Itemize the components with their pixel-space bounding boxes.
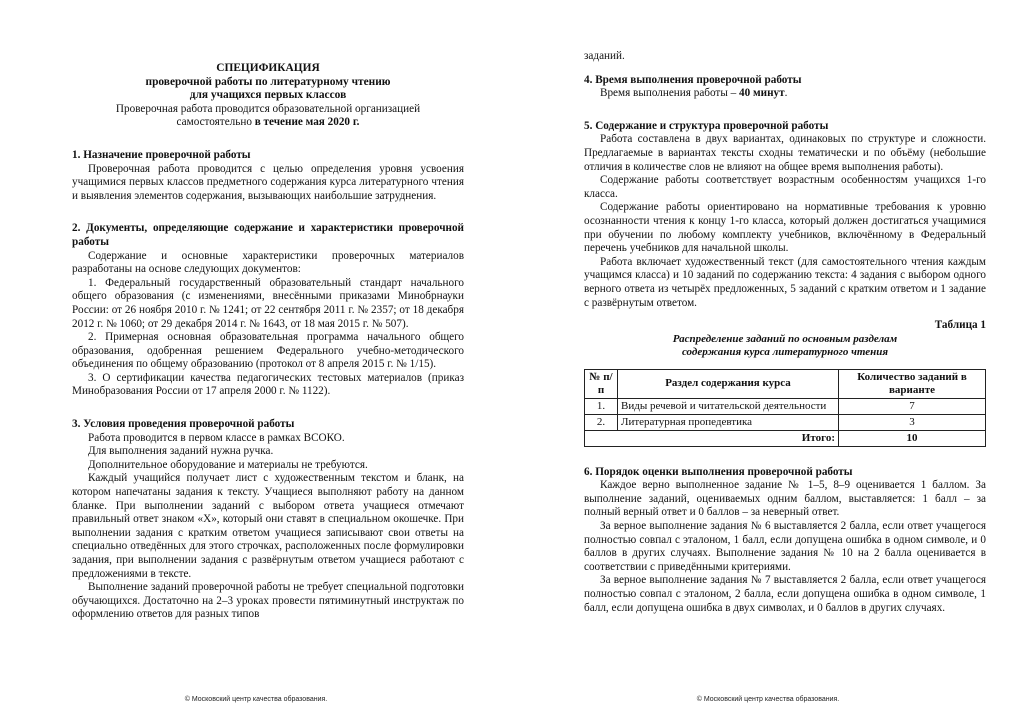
table-cell: 1. bbox=[585, 398, 618, 414]
section-2-para-1: Содержание и основные характеристики проверочных материалов разработаны на основе следующих документов: bbox=[72, 249, 464, 276]
table-header-count: Количество заданий в варианте bbox=[839, 369, 986, 398]
section-5-para-3: Содержание работы ориентировано на нормативные требования к уровню осознанности чтения к концу 1-го класса, который должен достигаться учащимися при обучении по любому комплекту учебников, включённому в Федеральный перечень учебников для начальной школы. bbox=[584, 201, 986, 255]
section-6-para-3: За верное выполнение задания № 7 выставляется 2 балла, если ответ учащегося полностью совпал с эталоном, 2 балла, если допущена ошибка в одном символе, 1 балл, если допущена ошибка в двух символах, и 0 баллов в других случаях. bbox=[584, 574, 986, 614]
section-6-para-2: За верное выполнение задания № 6 выставляется 2 балла, если ответ учащегося полностью совпал с эталоном, 1 балл, если допущена ошибка в одном символе, и 0 баллов в других случаях. Выполнение задания № 10 на 2 балла оценивается в соответствии с приведёнными критериями. bbox=[584, 520, 986, 573]
section-2-heading: 2. Документы, определяющие содержание и характеристики проверочной работы bbox=[72, 222, 464, 248]
spec-title: СПЕЦИФИКАЦИЯ bbox=[216, 62, 320, 74]
section-3-para-2: Для выполнения заданий нужна ручка. bbox=[88, 445, 274, 458]
section-6-para-1: Каждое верно выполненное задание № 1–5, 8–9 оценивается 1 баллом. За выполнение заданий, оцениваемых одним баллом, выставляется: 1 балл – за полный верный ответ и 0 баллов – за неверный ответ. bbox=[584, 479, 986, 519]
distribution-table bbox=[584, 369, 986, 447]
table-cell: 2. bbox=[585, 414, 618, 430]
table-header-num: № п/п bbox=[585, 369, 618, 398]
table-cell: 3 bbox=[839, 414, 986, 430]
section-5-heading: 5. Содержание и структура проверочной работы bbox=[584, 119, 829, 132]
section-4-heading: 4. Время выполнения проверочной работы bbox=[584, 73, 802, 86]
intro-line-2: самостоятельно в течение мая 2020 г. bbox=[176, 116, 360, 129]
table-total-value: 10 bbox=[839, 430, 986, 446]
section-2-para-2: 1. Федеральный государственный образовательный стандарт начального общего образования (с изменениями, внесёнными приказами Минобрнауки России: от 26 ноября 2010 г. № 1241; от 22 сентября 2011 г. № 2357; от 18 декабря 2012 г. № 1060; от 29 декабря 2014 г. № 1643, от 18 мая 2015 г. № 507). bbox=[72, 276, 464, 330]
right-page bbox=[512, 0, 1024, 724]
section-2-para-4: 3. О сертификации качества педагогических тестовых материалов (приказ Минобразования России от 17 апреля 2000 г. № 1122). bbox=[72, 371, 464, 398]
table-header-section: Раздел содержания курса bbox=[618, 369, 839, 398]
table-label: Таблица 1 bbox=[934, 319, 986, 332]
table-header-row bbox=[585, 369, 986, 398]
table-row bbox=[585, 398, 986, 414]
right-footer: © Московский центр качества образования. bbox=[696, 696, 840, 703]
table-cell: Литературная пропедевтика bbox=[618, 414, 839, 430]
section-3-para-3: Дополнительное оборудование и материалы не требуются. bbox=[88, 458, 368, 471]
table-caption-2: содержания курса литературного чтения bbox=[681, 345, 889, 358]
section-4-text: Время выполнения работы – 40 минут. bbox=[600, 87, 788, 100]
table-row bbox=[585, 414, 986, 430]
section-5-para-2: Содержание работы соответствует возрастным особенностям учащихся 1-го класса. bbox=[584, 174, 986, 200]
section-5-para-1: Работа составлена в двух вариантах, одинаковых по структуре и сложности. Предлагаемые в вариантах тексты сходны тематически и по объёму (небольшие отличия в количестве слов не влияют на общее время выполнения работы). bbox=[584, 133, 986, 173]
section-3-para-5: Выполнение заданий проверочной работы не требует специальной подготовки обучающихся. Достаточно на 2–3 уроках провести пятиминутный инструктаж по оформлению ответов для разных типов bbox=[72, 581, 464, 621]
section-6-heading: 6. Порядок оценки выполнения проверочной работы bbox=[584, 465, 853, 478]
section-3-heading: 3. Условия проведения проверочной работы bbox=[72, 418, 295, 431]
section-3-para-4: Каждый учащийся получает лист с художественным текстом и бланк, на котором напечатаны задания к тексту. Учащиеся выполняют работу на данном бланке. При выполнении заданий с выбором ответа учащиеся отмечают правильный ответ знаком «Х», который они ставят в специальном окошечке. При выполнении задания с кратким ответом учащиеся записывают свои ответы на специально отведённых для этого строчках, расположенных после формулировки задания, при выполнении задания с развёрнутым ответом учащиеся работают с предложениями в тексте. bbox=[72, 472, 464, 580]
table-cell: Виды речевой и читательской деятельности bbox=[618, 398, 839, 414]
continued-text: заданий. bbox=[584, 50, 625, 62]
table-caption-1: Распределение заданий по основным разделам bbox=[672, 332, 898, 345]
table-total-label: Итого: bbox=[585, 430, 839, 446]
spec-subtitle-2: для учащихся первых классов bbox=[189, 89, 347, 102]
section-3-para-1: Работа проводится в первом классе в рамках ВСОКО. bbox=[88, 431, 345, 444]
right-page-content bbox=[584, 50, 986, 615]
section-1-text: Проверочная работа проводится с целью определения уровня усвоения учащимися первых классов предметного содержания курса литературного чтения и выявления элементов содержания, вызывающих наибольшие затруднения. bbox=[72, 162, 464, 202]
intro-line-1: Проверочная работа проводится образовательной организацией bbox=[115, 102, 421, 115]
section-1-heading: 1. Назначение проверочной работы bbox=[72, 148, 251, 161]
spec-subtitle-1: проверочной работы по литературному чтению bbox=[145, 75, 391, 88]
table-cell: 7 bbox=[839, 398, 986, 414]
left-page-content bbox=[72, 62, 464, 622]
section-2-para-3: 2. Примерная основная образовательная программа начального общего образования, одобренная решением Федерального учебно-методического объединения по общему образованию (протокол от 8 апреля 2015 г. № 1/15). bbox=[72, 331, 464, 371]
left-footer: © Московский центр качества образования. bbox=[184, 696, 328, 703]
section-5-para-4: Работа включает художественный текст (для самостоятельного чтения каждым учащимся класса) и 10 заданий по содержанию текста: 4 задания с выбором одного верного ответа из четырёх предложенных, 5 заданий с кратким ответом и 1 задание с развёрнутым ответом. bbox=[584, 255, 986, 309]
table-total-row bbox=[585, 430, 986, 446]
